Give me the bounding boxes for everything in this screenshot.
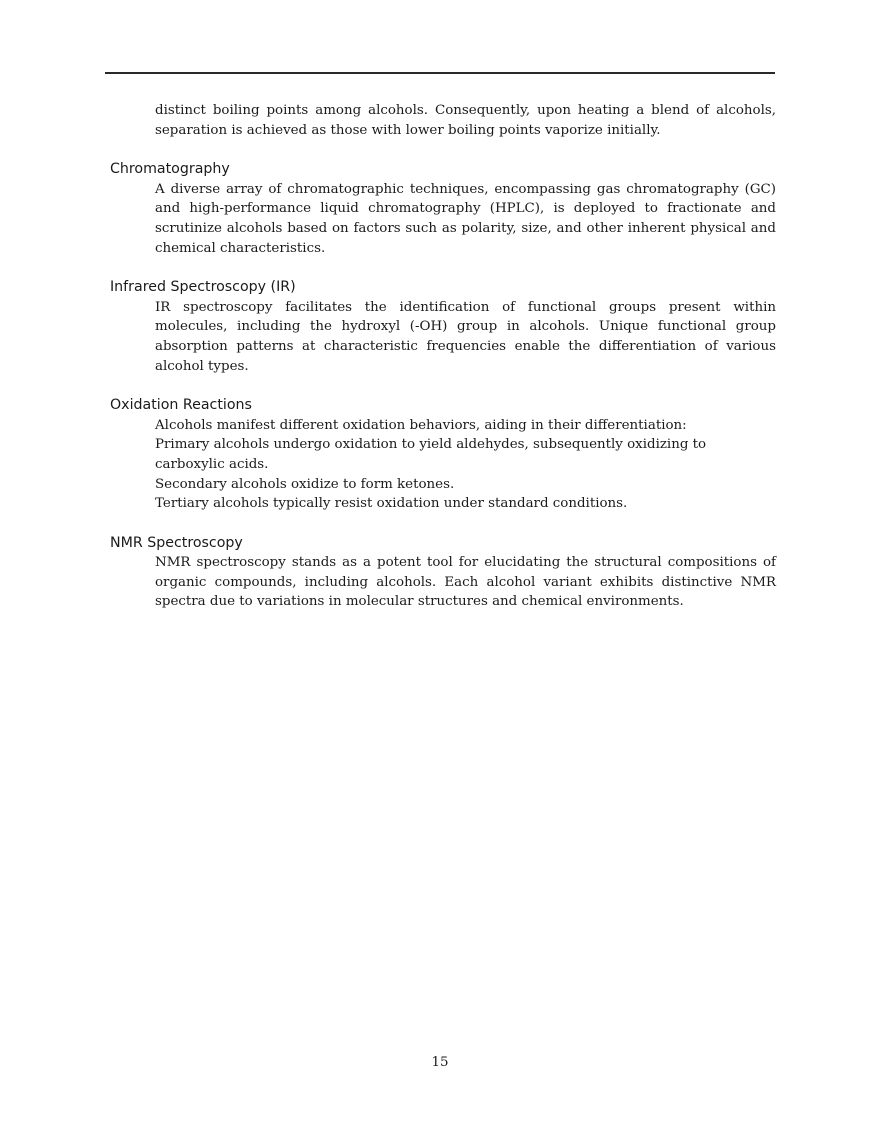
section-title-nmr: NMR Spectroscopy <box>110 534 243 551</box>
oxidation-line-tertiary: Tertiary alcohols typically resist oxidation under standard conditions. <box>155 496 628 512</box>
section-infrared <box>0 278 880 376</box>
page-content <box>0 101 880 612</box>
header-rule <box>105 72 775 74</box>
section-title-chromatography: Chromatography <box>110 161 230 178</box>
section-nmr <box>0 534 880 612</box>
section-oxidation <box>0 396 880 514</box>
section-chromatography <box>0 160 880 258</box>
oxidation-line-secondary: Secondary alcohols oxidize to form ketones. <box>155 476 455 492</box>
oxidation-line-intro: Alcohols manifest different oxidation behaviors, aiding in their differentiation: <box>155 417 687 433</box>
section-title-infrared: Infrared Spectroscopy (IR) <box>110 279 296 296</box>
section-body-infrared: IR spectroscopy facilitates the identification of functional groups present within molecules, including the hydroxyl (-OH) group in alcohols. Unique functional group absorption patterns at characteristic frequencies enable the differentiation of various alcohol types. <box>155 299 776 374</box>
page-number: 15 <box>431 1055 449 1070</box>
oxidation-line-primary: Primary alcohols undergo oxidation to yield aldehydes, subsequently oxidizing to carboxylic acids. <box>155 437 707 472</box>
section-body-chromatography: A diverse array of chromatographic techniques, encompassing gas chromatography (GC) and high-performance liquid chromatography (HPLC), is deployed to fractionate and scrutinize alcohols based on factors such as polarity, size, and other inherent physical and chemical characteristics. <box>155 181 776 256</box>
intro-paragraph: distinct boiling points among alcohols. Consequently, upon heating a blend of alcohols, separation is achieved as those with lower boiling points vaporize initially. <box>155 103 776 138</box>
section-title-oxidation: Oxidation Reactions <box>110 397 252 414</box>
section-body-nmr: NMR spectroscopy stands as a potent tool for elucidating the structural compositions of organic compounds, including alcohols. Each alcohol variant exhibits distinctive NMR spectra due to variations in molecular structures and chemical environments. <box>155 555 776 610</box>
